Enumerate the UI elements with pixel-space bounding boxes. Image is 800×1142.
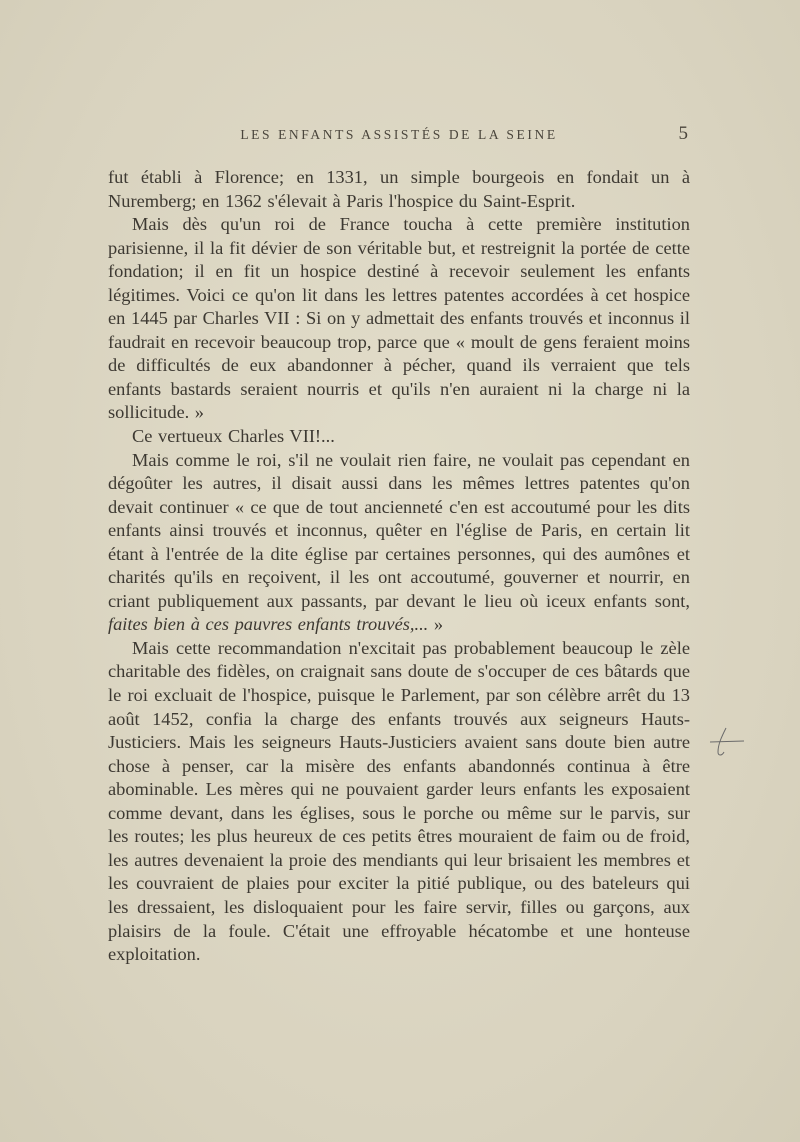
page-number: 5	[678, 123, 688, 144]
paragraph-4-text: Mais comme le roi, s'il ne voulait rien faire, ne voulait pas cependant en dégoûter les autres, il disait aussi dans les mêmes lettres patentes qu'on devait continuer « ce que de tout ancienneté c'en est accoutumé pour les dits enfants ainsi trouvés et inconnus, quêter en l'église de Paris, en certain lit étant à l'entrée de la dite église par certaines personnes, qui des aumônes et charités qu'ils en reçoivent, il les ont accoutumé, gouverner et nourrir, en criant publiquement aux passants, par devant le lieu où iceux enfants sont,	[108, 449, 690, 611]
paragraph-5: Mais cette recommandation n'excitait pas probablement beaucoup le zèle charitable des fidèles, on craignait sans doute de s'occuper de ces bâtards que le roi excluait de l'hospice, puisque le Parlement, par son célèbre arrêt du 13 août 1452, confia la charge des enfants trouvés aux seigneurs Hauts-Justiciers. Mais les seigneurs Hauts-Justiciers avaient sans doute bien autre chose à penser, car la misère des enfants abandonnés continua à être abominable. Les mères qui ne pouvaient garder leurs enfants les exposaient comme devant, dans les églises, sous le porche ou même sur le parvis, sur les routes; les plus heureux de ces petits êtres mouraient de faim ou de froid, les autres devenaient la proie des mendiants qui leur brisaient les membres et les couvraient de plaies pour exciter la pitié publique, ou des bateleurs qui les dressaient, les disloquaient pour les faire servir, filles ou garçons, aux plaisirs de la foule. C'était une effroyable hécatombe et une honteuse exploitation.	[108, 637, 690, 965]
running-head	[108, 123, 690, 147]
running-title: LES ENFANTS ASSISTÉS DE LA SEINE	[240, 127, 558, 142]
paragraph-3: Ce vertueux Charles VII!...	[132, 426, 335, 447]
paragraph-4-end: »	[428, 614, 444, 635]
paragraph-4-quote-italic: faites bien à ces pauvres enfants trouvés,...	[108, 614, 429, 635]
body-text	[108, 166, 690, 967]
margin-pencil-mark-icon	[706, 722, 746, 762]
paragraph-1: fut établi à Florence; en 1331, un simple bourgeois en fondait un à Nuremberg; en 1362 s'élevait à Paris l'hospice du Saint-Esprit.	[108, 167, 690, 211]
paragraph-4	[108, 449, 690, 637]
paragraph-2: Mais dès qu'un roi de France toucha à cette première institution parisienne, il la fit dévier de son véritable but, et restreignit la portée de cette fondation; il en fit un hospice destiné à recevoir seulement les enfants légitimes. Voici ce qu'on lit dans les lettres patentes accordées à cet hospice en 1445 par Charles VII : Si on y admettait des enfants trouvés et inconnus il faudrait en recevoir beaucoup trop, parce que « moult de gens feraient moins de difficultés de eux abandonner à pécher, quand ils verraient que tels enfants bastards seraient nourris et qu'ils n'en auraient ni la charge ni la sollicitude. »	[108, 214, 690, 423]
